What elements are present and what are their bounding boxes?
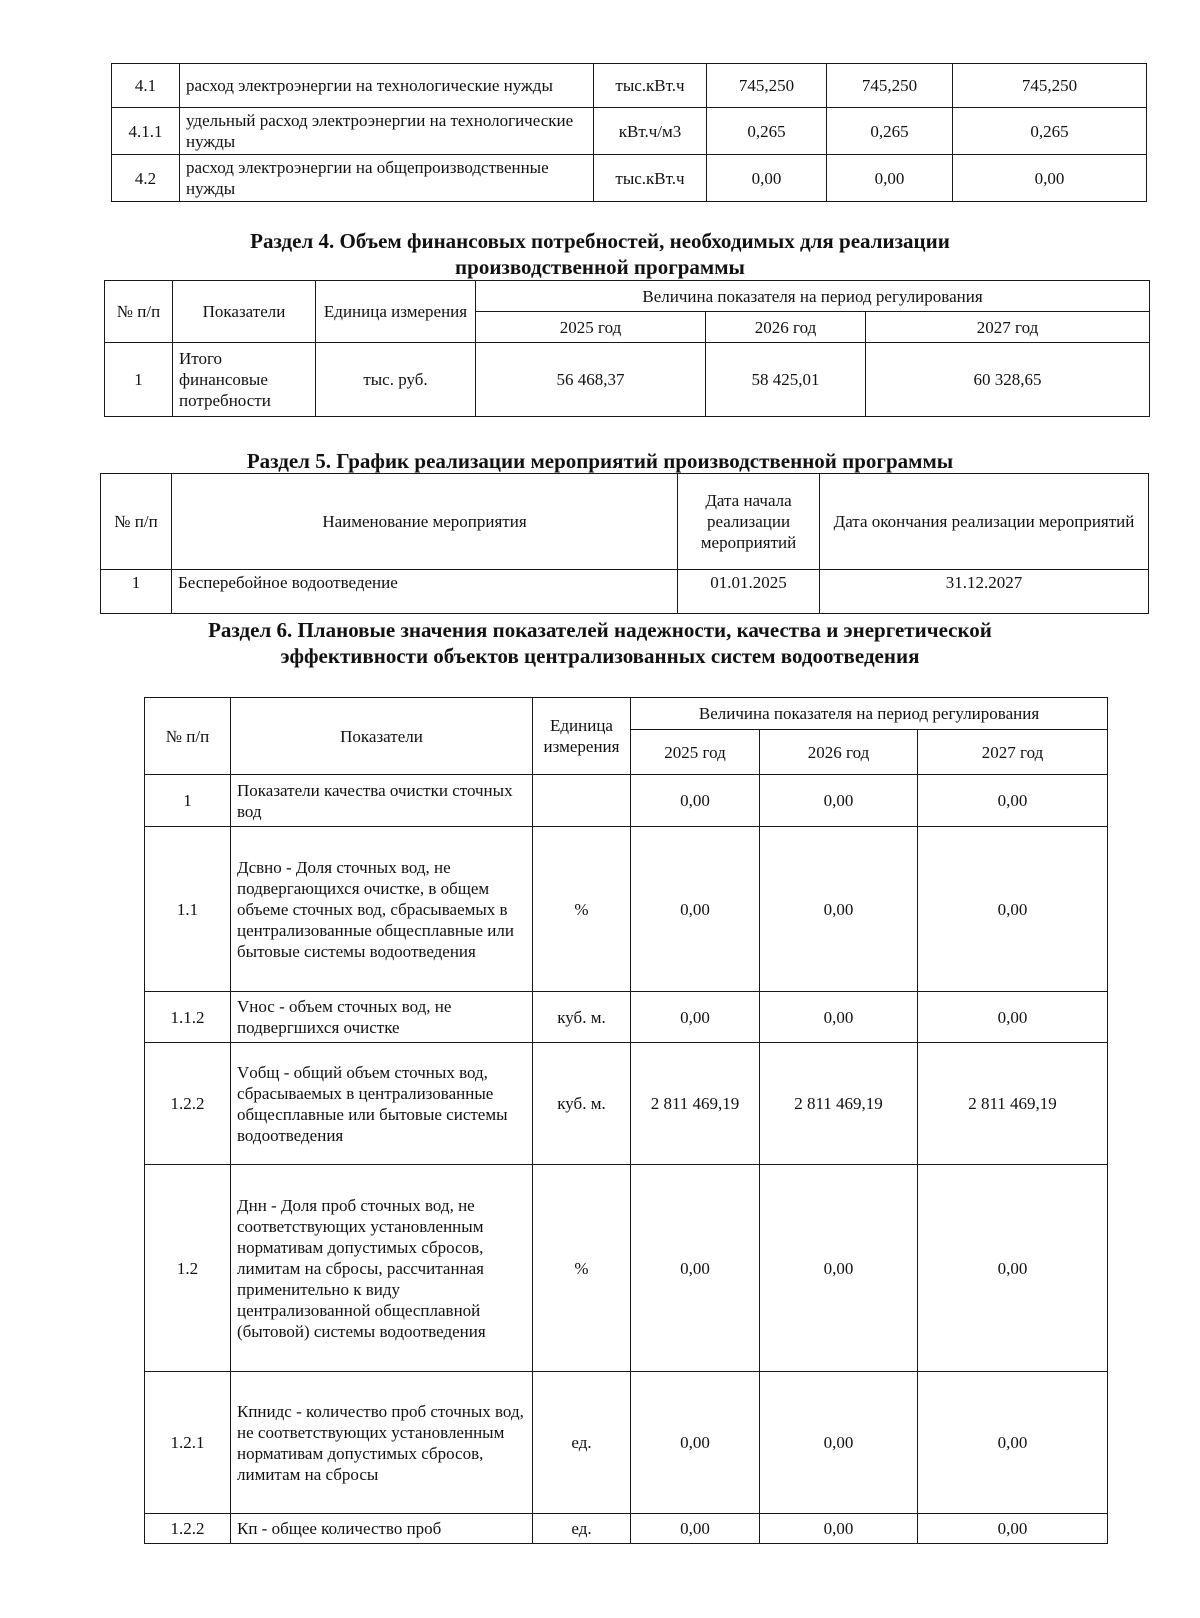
value-2025: 0,00	[631, 775, 760, 827]
unit	[533, 775, 631, 827]
indicator-name: Днн - Доля проб сточных вод, не соответствующих установленным нормативам допустимых сбросов, лимитам на сбросы, рассчитанная применительно к виду централизованной общесплавной (бытовой) системы водоотведения	[231, 1165, 533, 1372]
header-num: № п/п	[101, 474, 172, 570]
value-2026: 0,265	[827, 108, 953, 155]
row-number: 1.2.2	[145, 1514, 231, 1544]
table-row	[145, 1165, 1108, 1372]
value-2025: 2 811 469,19	[631, 1043, 760, 1165]
row-number: 1.2	[145, 1165, 231, 1372]
value-2027: 745,250	[953, 64, 1147, 108]
value-2025: 0,00	[631, 1514, 760, 1544]
table-row	[112, 155, 1147, 202]
indicator-name: Кп - общее количество проб	[231, 1514, 533, 1544]
value-2026: 745,250	[827, 64, 953, 108]
section5-title: Раздел 5. График реализации мероприятий производственной программы	[246, 449, 954, 473]
value-2025: 0,265	[707, 108, 827, 155]
header-end-date: Дата окончания реализации мероприятий	[820, 474, 1149, 570]
indicator-name: Показатели качества очистки сточных вод	[231, 775, 533, 827]
header-start-date: Дата начала реализации мероприятий	[678, 474, 820, 570]
value-2025: 56 468,37	[476, 343, 706, 417]
value-2027: 0,00	[918, 1372, 1108, 1514]
header-year-2026: 2026 год	[760, 730, 918, 775]
row-number: 1.2.1	[145, 1372, 231, 1514]
unit: тыс. руб.	[316, 343, 476, 417]
unit: ед.	[533, 1514, 631, 1544]
indicator-name: расход электроэнергии на технологические нужды	[180, 64, 594, 108]
unit: тыс.кВт.ч	[594, 155, 707, 202]
header-num: № п/п	[105, 281, 173, 343]
unit: %	[533, 827, 631, 992]
activity-name: Бесперебойное водоотведение	[172, 570, 678, 614]
header-num: № п/п	[145, 698, 231, 775]
value-2025: 0,00	[631, 1165, 760, 1372]
unit: тыс.кВт.ч	[594, 64, 707, 108]
indicator-name: Итого финансовые потребности	[173, 343, 316, 417]
header-indicator: Показатели	[231, 698, 533, 775]
value-2025: 0,00	[631, 1372, 760, 1514]
table-row	[112, 64, 1147, 108]
value-2026: 0,00	[760, 775, 918, 827]
value-2025: 745,250	[707, 64, 827, 108]
header-year-2026: 2026 год	[706, 312, 866, 343]
row-number: 1	[101, 570, 172, 614]
header-unit: Единица измерения	[533, 698, 631, 775]
value-2027: 0,00	[918, 775, 1108, 827]
section5-table	[100, 473, 1149, 614]
header-period: Величина показателя на период регулирования	[476, 281, 1150, 312]
value-2027: 0,00	[918, 1165, 1108, 1372]
row-number: 1.2.2	[145, 1043, 231, 1165]
indicator-name: Дсвно - Доля сточных вод, не подвергающихся очистке, в общем объеме сточных вод, сбрасываемых в централизованные общесплавные или бытовые системы водоотведения	[231, 827, 533, 992]
table-row	[101, 570, 1149, 614]
table-row	[145, 1514, 1108, 1544]
value-2026: 0,00	[760, 992, 918, 1043]
end-date: 31.12.2027	[820, 570, 1149, 614]
value-2027: 0,265	[953, 108, 1147, 155]
unit: кВт.ч/м3	[594, 108, 707, 155]
header-indicator: Показатели	[173, 281, 316, 343]
value-2026: 0,00	[760, 1372, 918, 1514]
value-2025: 0,00	[707, 155, 827, 202]
table-row	[145, 992, 1108, 1043]
row-number: 1.1.2	[145, 992, 231, 1043]
header-year-2025: 2025 год	[631, 730, 760, 775]
value-2025: 0,00	[631, 992, 760, 1043]
value-2026: 0,00	[760, 1514, 918, 1544]
header-year-2025: 2025 год	[476, 312, 706, 343]
value-2026: 0,00	[760, 827, 918, 992]
header-activity-name: Наименование мероприятия	[172, 474, 678, 570]
indicator-name: Vнос - объем сточных вод, не подвергшихся очистке	[231, 992, 533, 1043]
start-date: 01.01.2025	[678, 570, 820, 614]
header-year-2027: 2027 год	[918, 730, 1108, 775]
row-number: 4.1.1	[112, 108, 180, 155]
table-row	[145, 1043, 1108, 1165]
value-2027: 0,00	[918, 992, 1108, 1043]
header-period: Величина показателя на период регулирования	[631, 698, 1108, 730]
row-number: 1.1	[145, 827, 231, 992]
value-2026: 0,00	[760, 1165, 918, 1372]
row-number: 1	[105, 343, 173, 417]
row-number: 1	[145, 775, 231, 827]
indicator-name: Кпнидс - количество проб сточных вод, не соответствующих установленным нормативам допустимых сбросов, лимитам на сбросы	[231, 1372, 533, 1514]
table-row	[145, 827, 1108, 992]
table-row	[145, 775, 1108, 827]
indicator-name: Vобщ - общий объем сточных вод, сбрасываемых в централизованные общесплавные или бытовые системы водоотведения	[231, 1043, 533, 1165]
unit: %	[533, 1165, 631, 1372]
unit: ед.	[533, 1372, 631, 1514]
value-2026: 0,00	[827, 155, 953, 202]
value-2027: 0,00	[918, 1514, 1108, 1544]
header-unit: Единица измерения	[316, 281, 476, 343]
table-row	[105, 343, 1150, 417]
value-2027: 60 328,65	[866, 343, 1150, 417]
row-number: 4.1	[112, 64, 180, 108]
value-2025: 0,00	[631, 827, 760, 992]
top-table	[111, 63, 1147, 202]
unit: куб. м.	[533, 992, 631, 1043]
table-row	[145, 1372, 1108, 1514]
section4-title: Раздел 4. Объем финансовых потребностей, необходимых для реализации производственной программы	[250, 229, 950, 279]
section4-table	[104, 280, 1150, 417]
section6-title: Раздел 6. Плановые значения показателей надежности, качества и энергетической эффективности объектов централизованных систем водоотведения	[208, 618, 992, 668]
value-2026: 58 425,01	[706, 343, 866, 417]
indicator-name: удельный расход электроэнергии на технологические нужды	[180, 108, 594, 155]
value-2026: 2 811 469,19	[760, 1043, 918, 1165]
header-year-2027: 2027 год	[866, 312, 1150, 343]
value-2027: 2 811 469,19	[918, 1043, 1108, 1165]
table-row	[112, 108, 1147, 155]
indicator-name: расход электроэнергии на общепроизводственные нужды	[180, 155, 594, 202]
value-2027: 0,00	[918, 827, 1108, 992]
section6-table	[144, 697, 1108, 1544]
row-number: 4.2	[112, 155, 180, 202]
value-2027: 0,00	[953, 155, 1147, 202]
unit: куб. м.	[533, 1043, 631, 1165]
